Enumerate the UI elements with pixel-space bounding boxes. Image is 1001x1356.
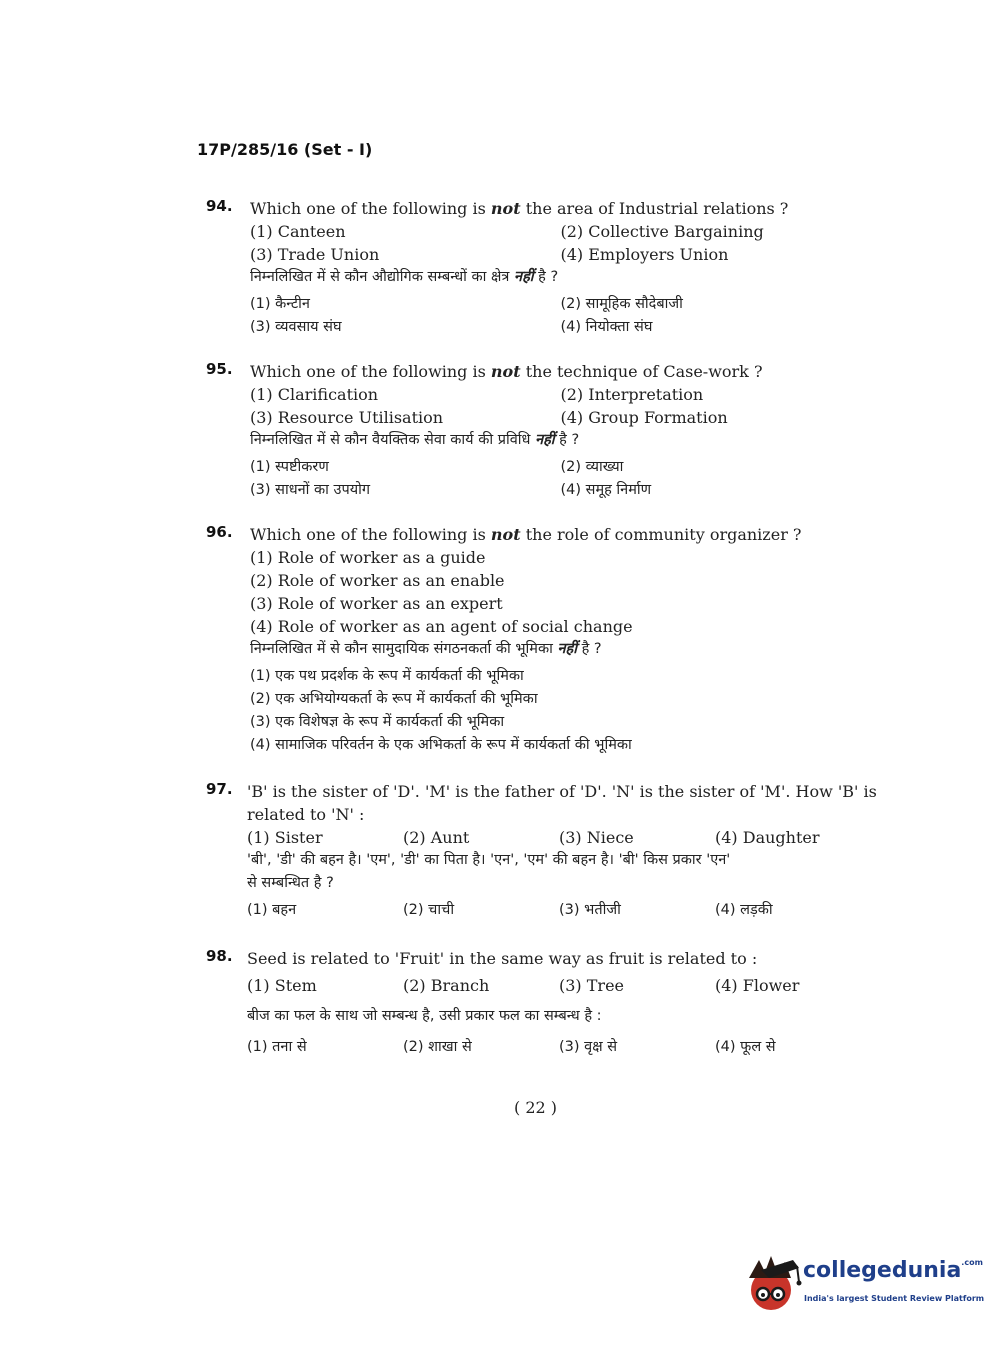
option-hi-1: (1) स्पष्टीकरण (250, 459, 329, 475)
question-98 (206, 947, 871, 1063)
question-text-hi: निम्नलिखित में से कौन वैयक्तिक सेवा कार्य की प्रविधि नहीं है ? (250, 432, 580, 448)
question-number: 95. (206, 360, 233, 378)
option-en-4: (4) Group Formation (560, 408, 728, 427)
option-en-3: (3) Resource Utilisation (250, 408, 444, 427)
option-en-3: (3) Role of worker as an expert (250, 594, 503, 613)
question-text-en-cont: related to 'N' : (247, 805, 365, 824)
question-text-hi: 'बी', 'डी' की बहन है। 'एम', 'डी' का पिता है। 'एन', 'एम' की बहन है। 'बी' किस प्रकार 'एन' (247, 852, 731, 868)
option-hi-2: (2) व्याख्या (560, 459, 624, 475)
question-text-en: Which one of the following is not the role of community organizer ? (250, 525, 802, 544)
option-en-2: (2) Aunt (403, 828, 470, 847)
option-hi-4: (4) फूल से (715, 1039, 776, 1055)
question-text-en: 'B' is the sister of 'D'. 'M' is the father of 'D'. 'N' is the sister of 'M'. How 'B' is (247, 782, 877, 801)
option-hi-2: (2) चाची (403, 902, 455, 918)
question-text-hi: निम्नलिखित में से कौन औद्योगिक सम्बन्धों का क्षेत्र नहीं है ? (250, 269, 559, 285)
option-en-3: (3) Trade Union (250, 245, 380, 264)
question-text-hi-cont: से सम्बन्धित है ? (247, 875, 334, 891)
option-en-4: (4) Flower (715, 976, 800, 995)
question-text-en: Which one of the following is not the area of Industrial relations ? (250, 199, 789, 218)
option-hi-2: (2) सामूहिक सौदेबाजी (560, 296, 683, 312)
option-hi-3: (3) एक विशेषज्ञ के रूप में कार्यकर्ता की भूमिका (250, 714, 505, 730)
paper-code: 17P/285/16 (Set - I) (197, 140, 373, 159)
question-number: 98. (206, 947, 233, 965)
option-hi-2: (2) शाखा से (403, 1039, 472, 1055)
option-en-2: (2) Interpretation (560, 385, 704, 404)
option-en-2: (2) Branch (403, 976, 490, 995)
option-hi-1: (1) बहन (247, 902, 297, 918)
option-hi-3: (3) व्यवसाय संघ (250, 319, 342, 335)
option-en-1: (1) Sister (247, 828, 323, 847)
question-text-hi: निम्नलिखित में से कौन सामुदायिक संगठनकर्ता की भूमिका नहीं है ? (250, 641, 602, 657)
question-number: 94. (206, 197, 233, 215)
question-text-hi: बीज का फल के साथ जो सम्बन्ध है, उसी प्रकार फल का सम्बन्ध है : (247, 1008, 602, 1024)
option-hi-4: (4) लड़की (715, 902, 773, 918)
option-en-3: (3) Tree (559, 976, 625, 995)
question-96 (206, 523, 871, 757)
option-en-4: (4) Employers Union (560, 245, 729, 264)
mascot-icon (743, 1248, 803, 1318)
option-hi-2: (2) एक अभियोग्यकर्ता के रूप में कार्यकर्ता की भूमिका (250, 691, 538, 707)
question-number: 97. (206, 780, 233, 798)
option-en-2: (2) Role of worker as an enable (250, 571, 505, 590)
question-94 (206, 197, 871, 339)
option-hi-4: (4) समूह निर्माण (560, 482, 652, 498)
option-hi-1: (1) एक पथ प्रदर्शक के रूप में कार्यकर्ता की भूमिका (250, 668, 524, 684)
option-hi-3: (3) साधनों का उपयोग (250, 482, 371, 498)
question-text-en: Which one of the following is not the technique of Case-work ? (250, 362, 763, 381)
page-number: ( 22 ) (514, 1098, 558, 1117)
option-hi-4: (4) नियोक्ता संघ (560, 319, 653, 335)
option-en-3: (3) Niece (559, 828, 634, 847)
option-hi-4: (4) सामाजिक परिवर्तन के एक अभिकर्ता के रूप में कार्यकर्ता की भूमिका (250, 737, 632, 753)
logo-wordmark: collegedunia$^{.com}$ (803, 1258, 983, 1283)
option-hi-1: (1) तना से (247, 1039, 307, 1055)
option-en-1: (1) Clarification (250, 385, 379, 404)
question-number: 96. (206, 523, 233, 541)
option-hi-3: (3) भतीजी (559, 902, 621, 918)
question-95 (206, 360, 871, 502)
option-en-4: (4) Daughter (715, 828, 820, 847)
collegedunia-logo[interactable] (743, 1248, 985, 1318)
option-en-1: (1) Stem (247, 976, 317, 995)
option-hi-3: (3) वृक्ष से (559, 1039, 618, 1055)
question-97 (206, 780, 877, 922)
question-text-en: Seed is related to 'Fruit' in the same way as fruit is related to : (247, 949, 758, 968)
logo-tagline: India's largest Student Review Platform (804, 1294, 985, 1303)
option-en-1: (1) Role of worker as a guide (250, 548, 486, 567)
option-hi-1: (1) कैन्टीन (250, 296, 310, 312)
option-en-4: (4) Role of worker as an agent of social change (250, 617, 633, 636)
option-en-2: (2) Collective Bargaining (560, 222, 764, 241)
option-en-1: (1) Canteen (250, 222, 346, 241)
